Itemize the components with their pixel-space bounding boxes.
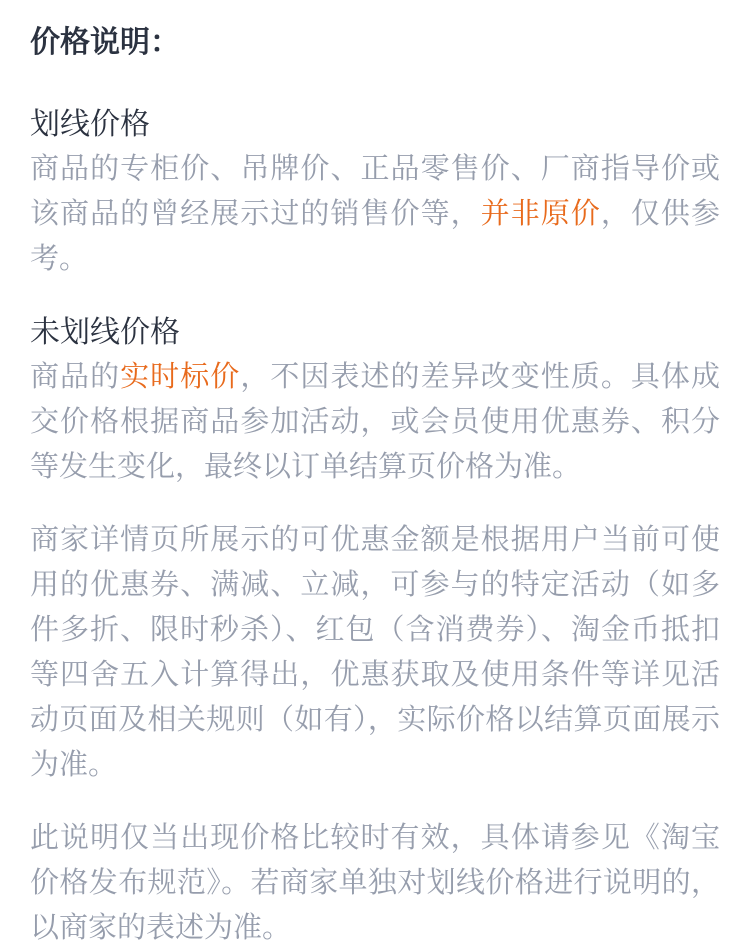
section-scope-note bbox=[30, 816, 720, 951]
strikethrough-price-paragraph bbox=[30, 147, 720, 282]
page-title: 价格说明： bbox=[30, 26, 180, 59]
paragraph-text: 商品的专柜价、吊牌价、正品零售价、厂商指导价或该商品的曾经展示过的销售价等， bbox=[30, 153, 720, 230]
paragraph-text: ，不因表述的差异改变性质。具体成交价格根据商品参加活动，或会员使用优惠券、积分等发生变化，最终以订单结算页价格为准。 bbox=[30, 361, 720, 483]
strikethrough-price-heading: 划线价格 bbox=[30, 108, 150, 141]
discount-amount-paragraph bbox=[30, 518, 720, 788]
highlight-not-original-price: 并非原价 bbox=[480, 198, 601, 230]
unstriked-price-paragraph bbox=[30, 355, 720, 490]
paragraph-text: ，仅供参考。 bbox=[30, 198, 720, 275]
paragraph-text: 商家详情页所展示的可优惠金额是根据用户当前可使用的优惠券、满减、立减，可参与的特定活动（如多件多折、限时秒杀）、红包（含消费券）、淘金币抵扣等四舍五入计算得出，优惠获取及使用条件等详见活动页面及相关规则（如有），实际价格以结算页面展示为准。 bbox=[30, 524, 720, 781]
section-unstriked-price bbox=[30, 310, 720, 490]
paragraph-text: 此说明仅当出现价格比较时有效，具体请参见《淘宝价格发布规范》。若商家单独对划线价格进行说明的，以商家的表述为准。 bbox=[30, 822, 720, 944]
paragraph-text: 商品的 bbox=[30, 361, 121, 393]
unstriked-price-heading: 未划线价格 bbox=[30, 316, 180, 349]
highlight-realtime-price: 实时标价 bbox=[120, 361, 241, 393]
section-discount-amount-note bbox=[30, 518, 720, 788]
section-strikethrough-price bbox=[30, 102, 720, 282]
scope-note-paragraph bbox=[30, 816, 720, 951]
